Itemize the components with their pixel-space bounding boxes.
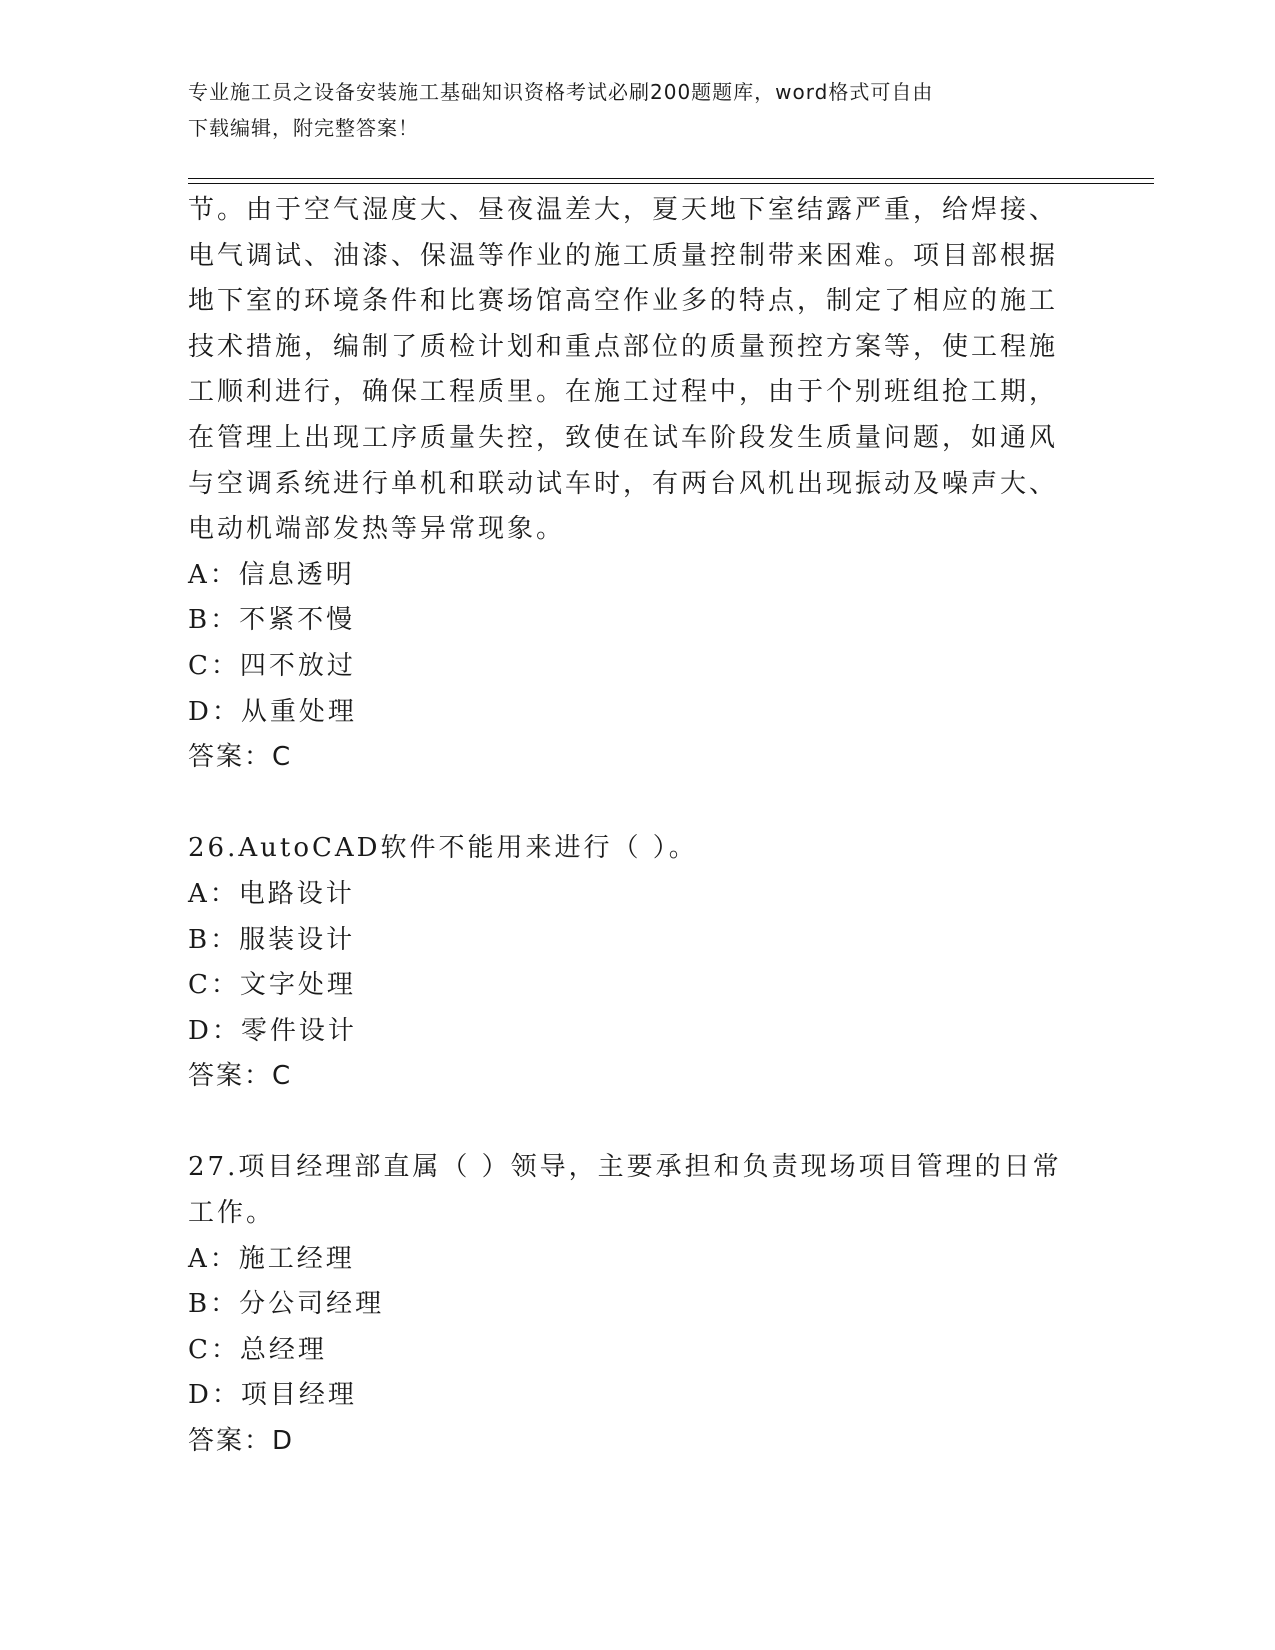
- option-a: A：施工经理: [188, 1243, 355, 1274]
- option-c: C：四不放过: [188, 650, 356, 681]
- header-line-1: 专业施工员之设备安装施工基础知识资格考试必刷200题题库，word格式可自由: [188, 80, 934, 104]
- option-a: A：电路设计: [188, 878, 355, 909]
- header-divider-bottom: [188, 183, 1154, 184]
- passage-line: 电气调试、油漆、保温等作业的施工质量控制带来困难。项目部根据: [188, 240, 1059, 271]
- question-text-continued: 工作。: [188, 1198, 276, 1229]
- option-b: B：服装设计: [188, 924, 356, 955]
- option-b: B：分公司经理: [188, 1289, 385, 1320]
- passage-line: 在管理上出现工序质量失控，致使在试车阶段发生质量问题，如通风: [188, 422, 1059, 453]
- question-26: [188, 826, 1068, 1100]
- spacer: [188, 1100, 1068, 1146]
- passage-line: 电动机端部发热等异常现象。: [188, 514, 566, 545]
- spacer: [188, 781, 1068, 827]
- question-text: 27.项目经理部直属（ ）领导，主要承担和负责现场项目管理的日常: [188, 1152, 1062, 1183]
- option-d: D：零件设计: [188, 1015, 357, 1046]
- document-body: [188, 188, 1068, 1465]
- answer: 答案：C: [188, 742, 293, 773]
- passage-line: 节。由于空气湿度大、昼夜温差大，夏天地下室结露严重，给焊接、: [188, 195, 1059, 225]
- passage-line: 与空调系统进行单机和联动试车时，有两台风机出现振动及噪声大、: [188, 468, 1059, 499]
- header-line-2: 下载编辑，附完整答案！: [188, 116, 419, 140]
- option-a: A：信息透明: [188, 559, 355, 590]
- question-text: 26.AutoCAD软件不能用来进行（ ）。: [188, 833, 698, 864]
- passage-line: 地下室的环境条件和比赛场馆高空作业多的特点，制定了相应的施工: [188, 286, 1059, 317]
- passage-line: 工顺利进行，确保工程质里。在施工过程中，由于个别班组抢工期，: [188, 377, 1059, 408]
- question-27: [188, 1145, 1068, 1464]
- option-d: D：从重处理: [188, 696, 357, 727]
- header-divider-top: [188, 178, 1154, 179]
- option-d: D：项目经理: [188, 1380, 357, 1411]
- passage-line: 技术措施，编制了质检计划和重点部位的质量预控方案等，使工程施: [188, 331, 1059, 362]
- option-c: C：总经理: [188, 1334, 327, 1365]
- question-25-continuation: [188, 188, 1068, 781]
- option-c: C：文字处理: [188, 970, 356, 1001]
- document-header: [188, 74, 1068, 146]
- option-b: B：不紧不慢: [188, 605, 356, 636]
- answer: 答案：D: [188, 1426, 295, 1457]
- answer: 答案：C: [188, 1061, 293, 1092]
